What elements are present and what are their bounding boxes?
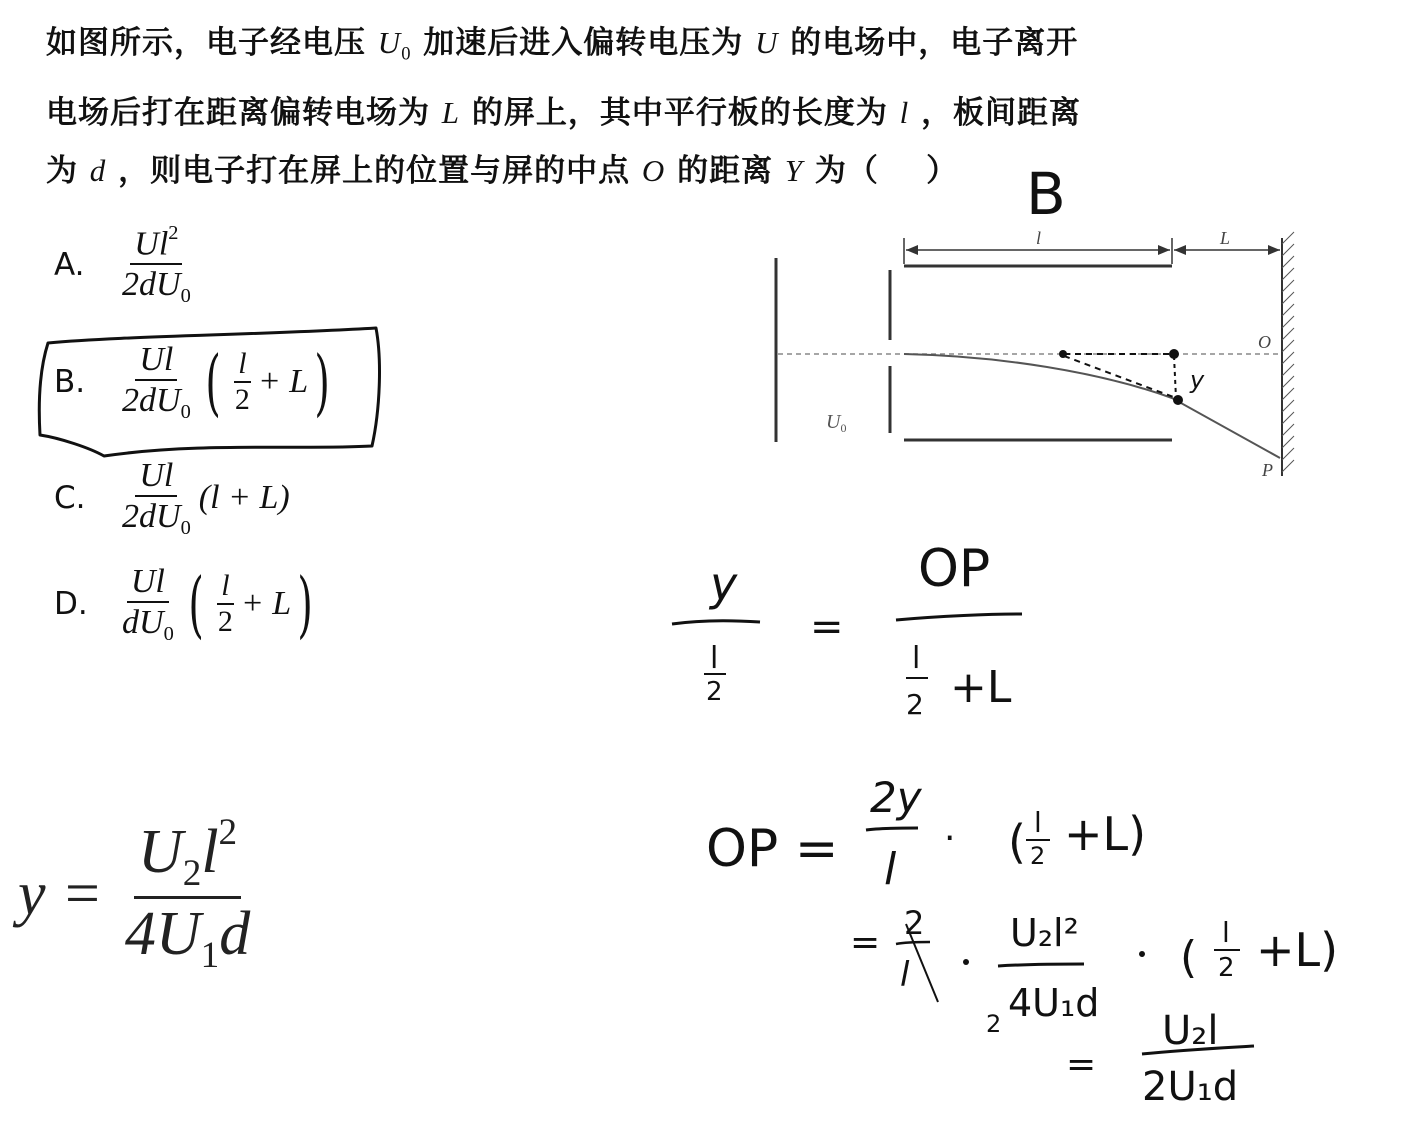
option-b-letter: B. bbox=[54, 364, 86, 401]
svg-text:l: l bbox=[912, 641, 921, 676]
svg-text:2: 2 bbox=[1218, 953, 1235, 983]
svg-text:OP: OP bbox=[918, 539, 991, 599]
svg-text:2: 2 bbox=[986, 1010, 1002, 1038]
option-d-expression: $\frac{Ul}{dU_0}$ ( $\frac{l}{2}$ + L ) bbox=[122, 562, 313, 647]
svg-text:y: y bbox=[710, 557, 738, 611]
question-line-1: 如图所示，电子经电压 $U_0$ 加速后进入偏转电压为 U 的电场中，电子离开 bbox=[46, 25, 1079, 65]
svg-text:2: 2 bbox=[904, 904, 925, 942]
symbol-L: L bbox=[441, 94, 461, 130]
svg-text:2U₁d: 2U₁d bbox=[1142, 1064, 1239, 1110]
diagram-label-P: P bbox=[1262, 460, 1273, 480]
svg-text:+L: +L bbox=[950, 662, 1012, 713]
svg-text:(: ( bbox=[1008, 815, 1026, 869]
symbol-Y: Y bbox=[784, 152, 804, 188]
svg-text:=: = bbox=[810, 604, 844, 650]
svg-text:2: 2 bbox=[906, 688, 924, 721]
symbol-d: d bbox=[89, 152, 107, 188]
symbol-O: O bbox=[641, 152, 666, 188]
svg-text:U₂l: U₂l bbox=[1162, 1008, 1219, 1054]
svg-text:+L): +L) bbox=[1256, 923, 1339, 977]
svg-text:l: l bbox=[710, 641, 719, 676]
svg-text:l: l bbox=[1222, 916, 1230, 949]
answer-circle-stroke bbox=[39, 328, 379, 456]
svg-text:·: · bbox=[944, 818, 956, 859]
svg-text:=: = bbox=[1066, 1044, 1097, 1085]
diagram-label-L: L bbox=[1220, 228, 1231, 248]
option-a-letter: A. bbox=[54, 247, 85, 284]
svg-text:l: l bbox=[900, 955, 910, 995]
symbol-U: U bbox=[755, 25, 779, 60]
handwritten-equation-3 bbox=[850, 904, 1338, 1038]
svg-text:2: 2 bbox=[1030, 842, 1046, 870]
svg-text:2y: 2y bbox=[870, 773, 922, 822]
option-b-expression: $\frac{Ul}{2dU_0}$ ( $\frac{l}{2}$ + L ) bbox=[122, 340, 330, 425]
svg-text:l: l bbox=[1034, 806, 1042, 839]
question-line-2: 电场后打在距离偏转电场为 L 的屏上，其中平行板的长度为 l ，板间距离 bbox=[46, 94, 1082, 131]
formula-lhs: y = bbox=[18, 860, 103, 929]
svg-text:U₂l²: U₂l² bbox=[1010, 911, 1079, 955]
svg-text:2: 2 bbox=[706, 677, 723, 707]
option-a-expression: $\frac{Ul^2}{2dU_0}$ bbox=[122, 222, 191, 308]
symbol-l: l bbox=[899, 94, 910, 130]
symbol-U0: $U_0$ bbox=[377, 25, 412, 65]
handwritten-construction bbox=[1064, 354, 1176, 398]
question-line-3: 为 d ，则电子打在屏上的位置与屏的中点 O 的距离 Y 为（ ） bbox=[46, 152, 959, 189]
svg-text:4U₁d: 4U₁d bbox=[1008, 981, 1100, 1025]
svg-text:=: = bbox=[850, 922, 881, 963]
handwritten-answer-mark: B bbox=[1026, 160, 1066, 228]
svg-text:OP =: OP = bbox=[706, 819, 839, 879]
svg-text:+L): +L) bbox=[1064, 807, 1147, 861]
svg-text:(: ( bbox=[1180, 932, 1198, 983]
screen-hatching bbox=[1282, 232, 1294, 472]
option-c-expression: $\frac{Ul}{2dU_0}$ (l + L) bbox=[122, 457, 290, 540]
diagram-label-O: O bbox=[1258, 332, 1271, 352]
handwritten-equation-1 bbox=[672, 539, 1022, 721]
electron-trajectory bbox=[904, 354, 1280, 458]
option-c-letter: C. bbox=[54, 480, 86, 517]
option-d-letter: D. bbox=[54, 586, 88, 623]
svg-text:l: l bbox=[884, 844, 897, 895]
formula-fraction: $\frac{U_2l^2}{4U_1d}$ bbox=[124, 812, 251, 976]
handwritten-y-label: y bbox=[1190, 366, 1205, 394]
diagram-label-l: l bbox=[1036, 228, 1042, 248]
diagram-label-U0: $U_0$ bbox=[826, 411, 847, 435]
handwritten-equation-2 bbox=[706, 773, 1146, 895]
